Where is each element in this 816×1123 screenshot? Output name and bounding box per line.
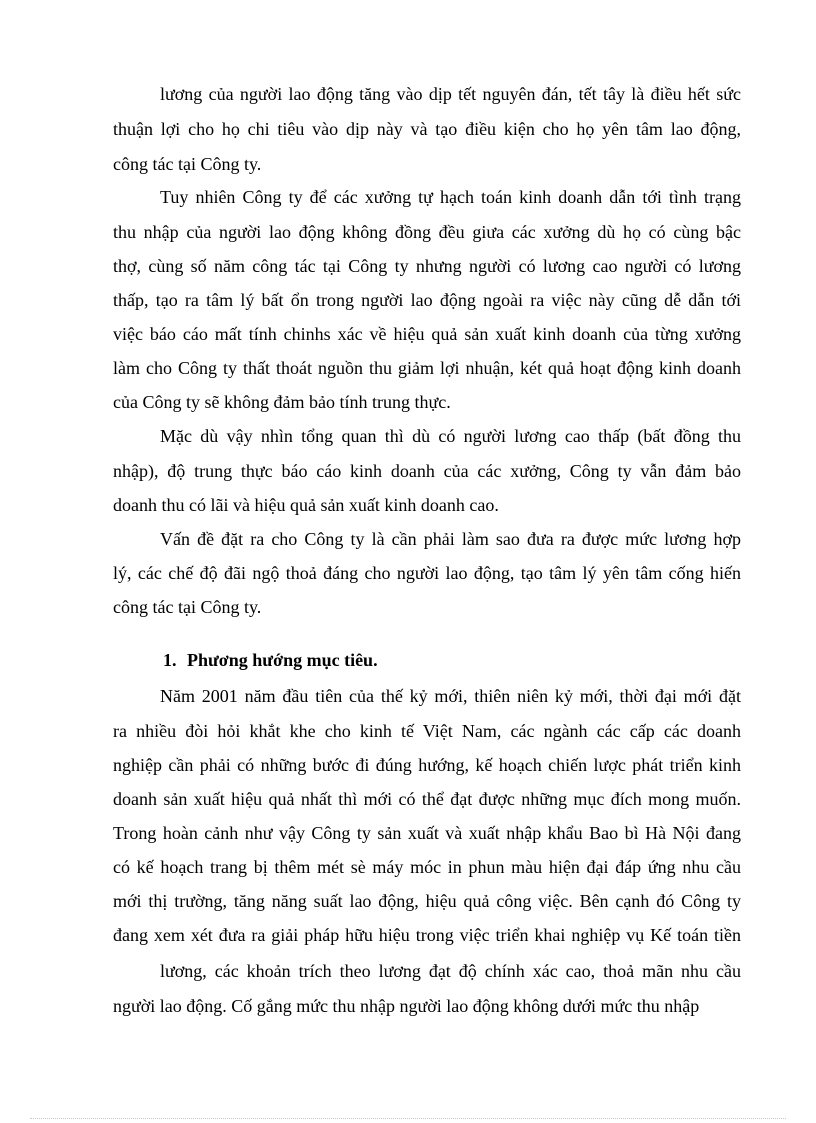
text-line: của Công ty sẽ không đảm bảo tính trung thực.	[113, 392, 451, 412]
text-line: thợ, cùng số năm công tác tại Công ty nhưng người có lương cao người có lương	[113, 256, 741, 276]
text-line: Năm 2001 năm đầu tiên của thế kỷ mới, thiên niên kỷ mới, thời đại mới đặt	[160, 686, 741, 706]
text-line: ra nhiều đòi hỏi khắt khe cho kinh tế Việt Nam, các ngành các cấp các doanh	[113, 721, 741, 741]
text-line: lý, các chế độ đãi ngộ thoả đáng cho người lao động, tạo tâm lý yên tâm cống hiến	[113, 563, 741, 583]
section-heading	[163, 648, 378, 672]
text-line: người lao động. Cố gắng mức thu nhập người lao động không dưới mức thu nhập	[113, 996, 700, 1016]
text-line: Vấn đề đặt ra cho Công ty là cần phải làm sao đưa ra được mức lương hợp	[160, 529, 741, 549]
text-line: thấp, tạo ra tâm lý bất ổn trong người lao động ngoài ra việc này cũng dễ dẫn tới	[113, 290, 741, 310]
text-line: lương, các khoản trích theo lương đạt độ chính xác cao, thoả mãn nhu cầu	[160, 961, 741, 981]
text-line: đang xem xét đưa ra giải pháp hữu hiệu trong việc triển khai nghiệp vụ Kế toán tiền	[113, 925, 741, 945]
section-title: Phương hướng mục tiêu.	[187, 650, 378, 670]
text-line: công tác tại Công ty.	[113, 597, 262, 617]
section-number: 1.	[163, 650, 177, 670]
text-line: việc báo cáo mất tính chinhs xác về hiệu quả sản xuất kinh doanh của từng xưởng	[113, 324, 741, 344]
text-line: làm cho Công ty thất thoát nguồn thu giảm lợi nhuận, két quả hoạt động kinh doanh	[113, 358, 741, 378]
text-line: mới thị trường, tăng năng suất lao động, hiệu quả công việc. Bên cạnh đó Công ty	[113, 891, 741, 911]
text-line: nghiệp cần phải có những bước đi đúng hướng, kế hoạch chiến lược phát triển kinh	[113, 755, 741, 775]
text-line: nhập), độ trung thực báo cáo kinh doanh của các xưởng, Công ty vẫn đảm bảo	[113, 461, 741, 481]
text-line: có kế hoạch trang bị thêm mét sè máy móc in phun màu hiện đại đáp ứng nhu cầu	[113, 857, 741, 877]
text-line: lương của người lao động tăng vào dịp tết nguyên đán, tết tây là điều hết sức	[160, 84, 741, 104]
text-line: thu nhập của người lao động không đồng đều giưa các xưởng dù họ có cùng bậc	[113, 222, 741, 242]
page-bottom-border	[30, 1118, 786, 1119]
text-line: doanh sản xuất hiệu quả nhất thì mới có thể đạt được những mục đích mong muốn.	[113, 789, 741, 809]
text-line: Mặc dù vậy nhìn tổng quan thì dù có người lương cao thấp (bất đồng thu	[160, 426, 741, 446]
text-line: Tuy nhiên Công ty để các xưởng tự hạch toán kinh doanh dẫn tới tình trạng	[160, 187, 741, 207]
text-line: doanh thu có lãi và hiệu quả sản xuất kinh doanh cao.	[113, 495, 499, 515]
text-line: thuận lợi cho họ chi tiêu vào dịp này và tạo điều kiện cho họ yên tâm lao động,	[113, 119, 741, 139]
text-line: Trong hoàn cảnh như vậy Công ty sản xuất và xuất nhập khẩu Bao bì Hà Nội đang	[113, 823, 741, 843]
text-line: công tác tại Công ty.	[113, 154, 262, 174]
